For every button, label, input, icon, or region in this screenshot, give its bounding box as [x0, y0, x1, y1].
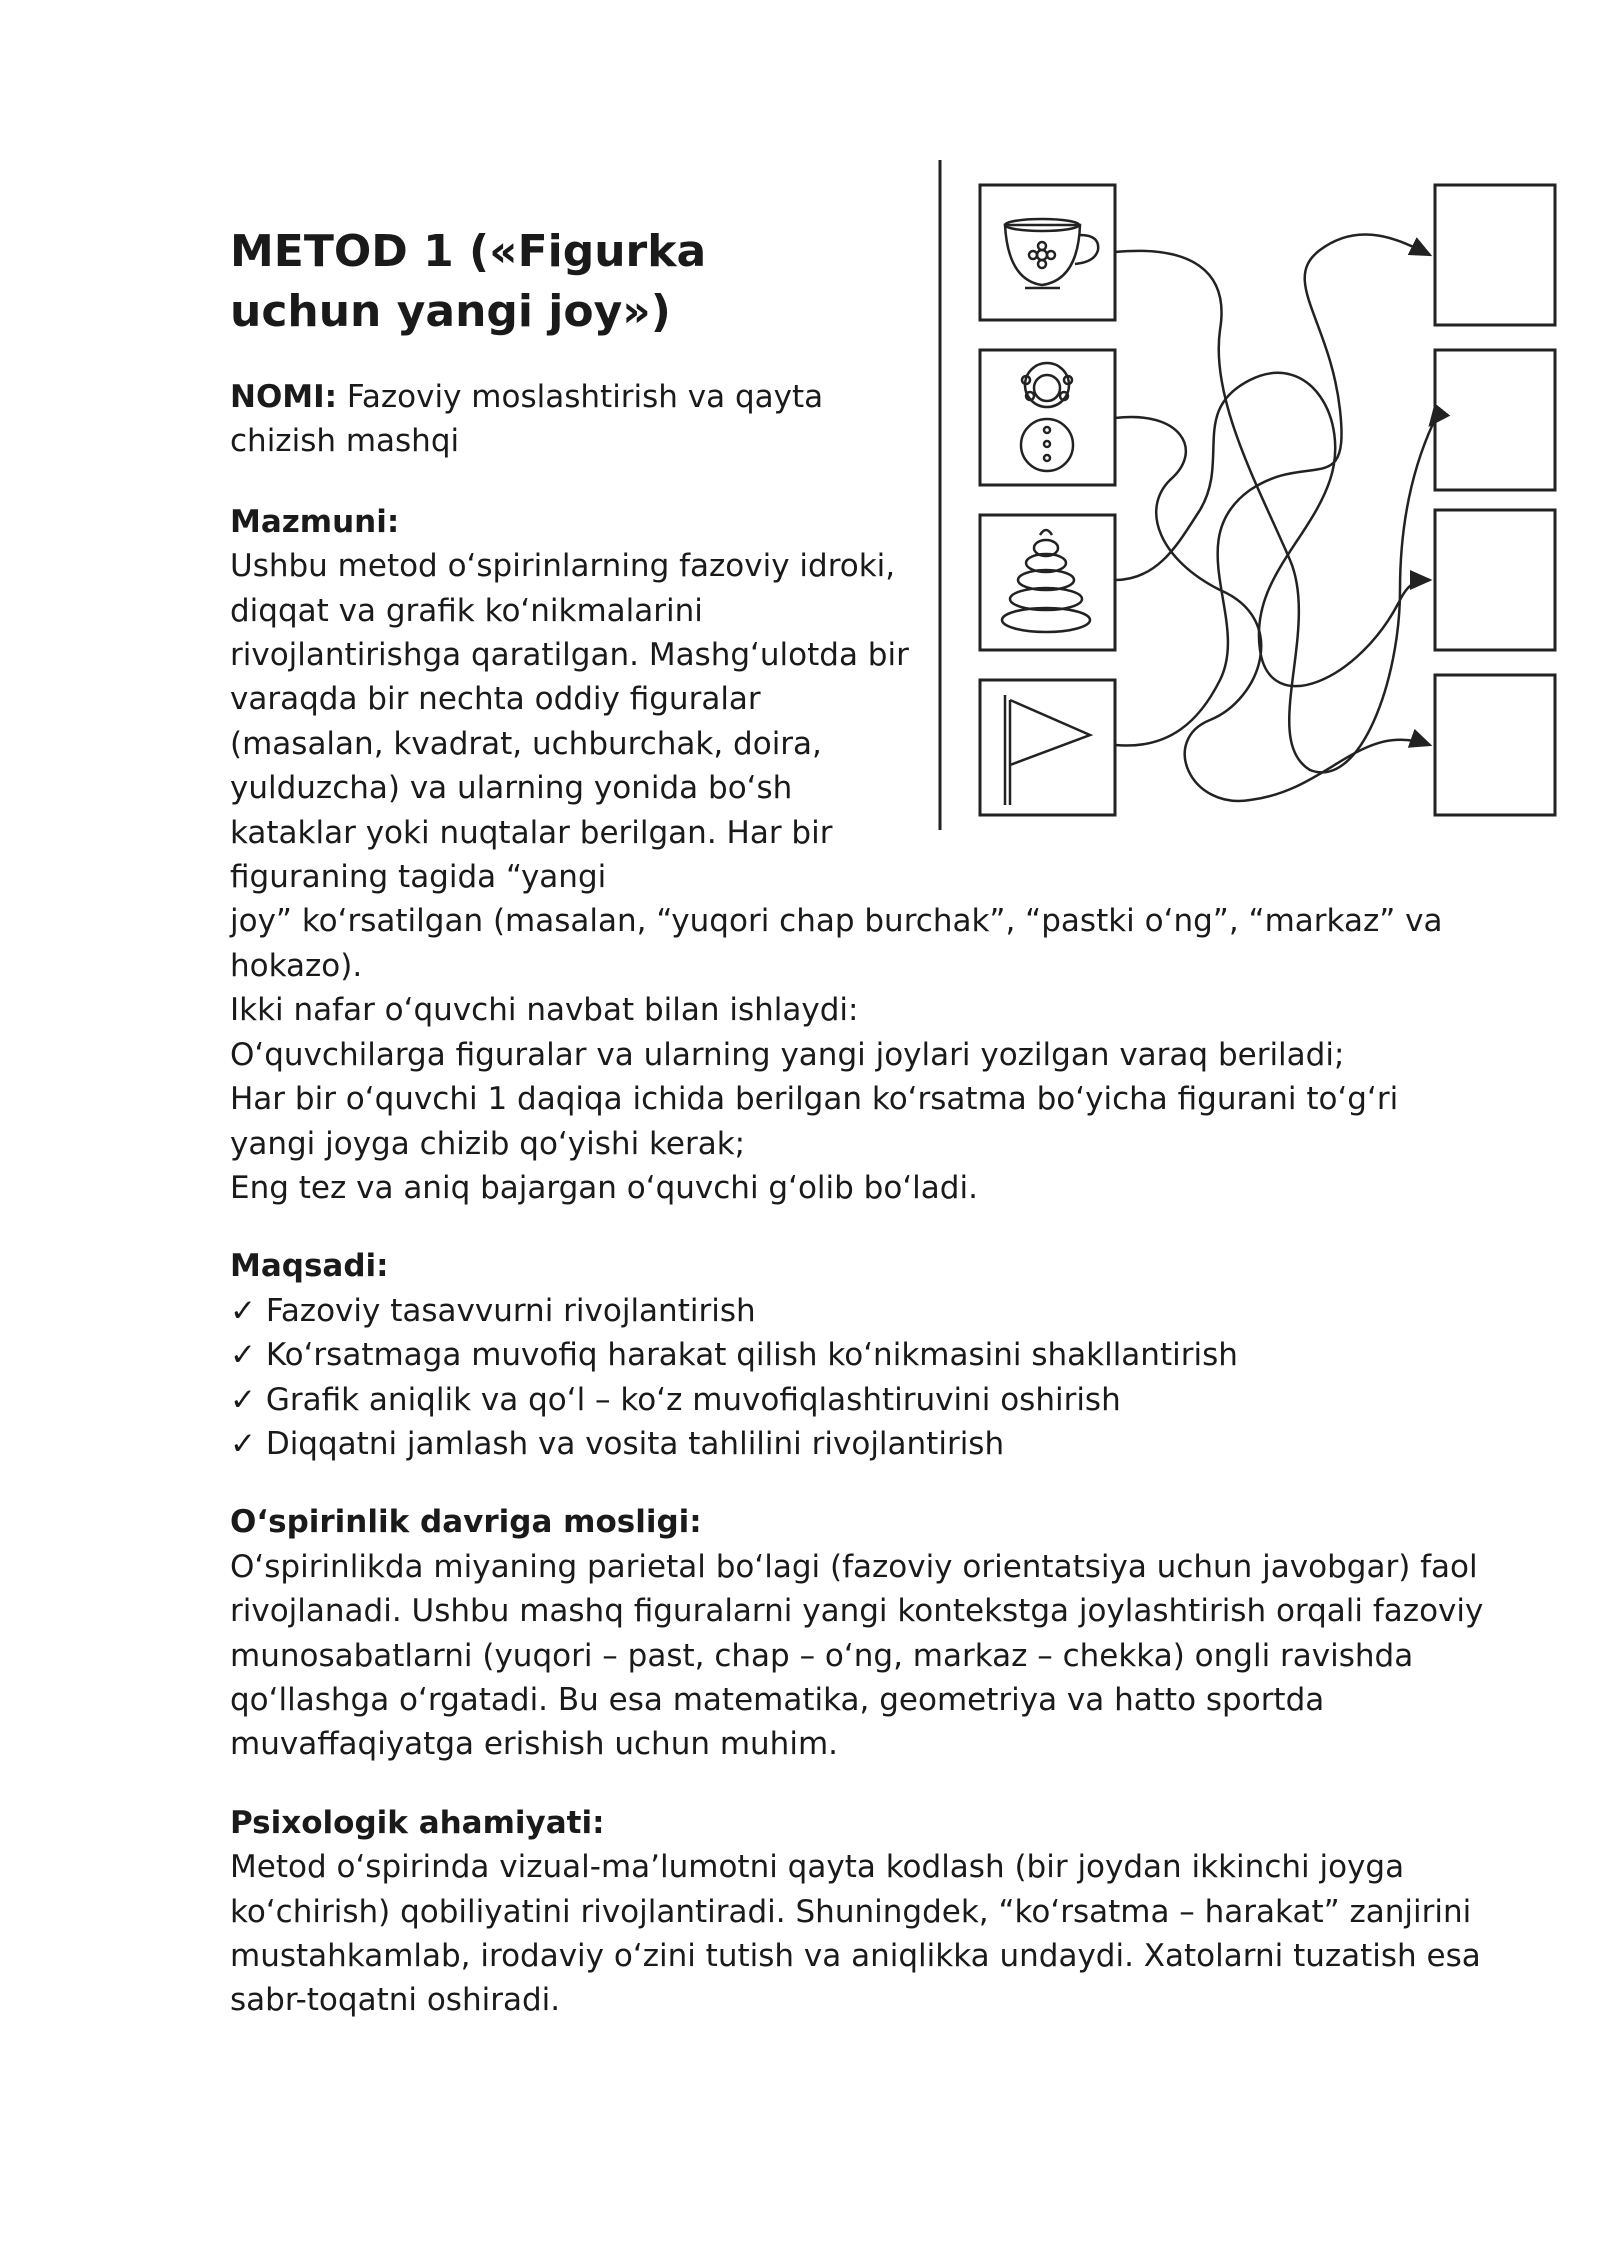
ahamiyati-paragraph: Metod o‘spirinda vizual-ma’lumotni qayta kodlash (bir joydan ikkinchi joyga ko‘chirish) qobiliyatini rivojlantiradi. Shuningdek, “ko‘rsatma – harakat” zanjirini mustahkamlab, irodaviy o‘zini tutish va aniqlikka undaydi. Xatolarni tuzatish esa sabr-toqatni oshiradi.: [230, 1849, 1481, 2019]
moslik-paragraph: O‘spirinlikda miyaning parietal bo‘lagi (fazoviy orientatsiya uchun javobgar) faol rivojlanadi. Ushbu mashq figuralarni yangi kontekstga joylashtirish orqali fazoviy munosabatlarni (yuqori – past, chap – o‘ng, markaz – chekka) ongli ravishda qo‘llashga o‘rgatadi. Bu esa matematika, geometriya va hatto sportda muvaffaqiyatga erishish uchun muhim.: [230, 1548, 1484, 1763]
ahamiyati-section: [230, 1801, 1490, 2023]
mazmuni-section: [230, 500, 1490, 1211]
maqsadi-item-4: ✓ Diqqatni jamlash va vosita tahlilini rivojlantirish: [230, 1425, 1005, 1462]
ahamiyati-heading: Psixologik ahamiyati:: [230, 1804, 605, 1841]
maqsadi-item-2: ✓ Ko‘rsatmaga muvofiq harakat qilish ko‘nikmasini shakllantirish: [230, 1337, 1238, 1374]
mazmuni-heading: Mazmuni:: [230, 503, 400, 540]
mazmuni-line-4: Eng tez va aniq bajargan o‘quvchi g‘olib bo‘ladi.: [230, 1169, 978, 1206]
mazmuni-line-1: Ikki nafar o‘quvchi navbat bilan ishlaydi:: [230, 992, 859, 1029]
nomi-paragraph: [230, 375, 870, 464]
page-title: METOD 1 («Figurka uchun yangi joy»): [230, 226, 707, 337]
mazmuni-line-3: Har bir o‘quvchi 1 daqiqa ichida berilgan ko‘rsatma bo‘yicha figurani to‘g‘ri yangi joyga chizib qo‘yishi kerak;: [230, 1081, 1399, 1162]
mazmuni-paragraph-narrow: Ushbu metod o‘spirinlarning fazoviy idroki, diqqat va grafik ko‘nikmalarini rivojlantirishga qaratilgan. Mashg‘ulotda bir varaqda bir nechta oddiy figuralar (masalan, kvadrat, uchburchak, doira, yulduzcha) va ularning yonida bo‘sh kataklar yoki nuqtalar berilgan. Har bir figuraning tagida “yangi: [230, 548, 909, 896]
maqsadi-item-1: ✓ Fazoviy tasavvurni rivojlantirish: [230, 1292, 756, 1329]
maqsadi-section: [230, 1244, 1490, 1466]
mazmuni-line-2: O‘quvchilarga figuralar va ularning yangi joylari yozilgan varaq beriladi;: [230, 1036, 1345, 1073]
document-text: [230, 222, 1490, 2057]
moslik-heading: O‘spirinlik davriga mosligi:: [230, 1504, 702, 1541]
maqsadi-heading: Maqsadi:: [230, 1248, 389, 1285]
nomi-label: NOMI:: [230, 379, 338, 415]
moslik-section: [230, 1500, 1490, 1766]
mazmuni-paragraph-wide: joy” ko‘rsatilgan (masalan, “yuqori chap burchak”, “pastki o‘ng”, “markaz” va hokazo).: [230, 903, 1443, 984]
maqsadi-item-3: ✓ Grafik aniqlik va qo‘l – ko‘z muvofiqlashtiruvini oshirish: [230, 1381, 1121, 1418]
nomi-text: Fazoviy moslashtirish va qayta chizish mashqi: [230, 379, 824, 460]
